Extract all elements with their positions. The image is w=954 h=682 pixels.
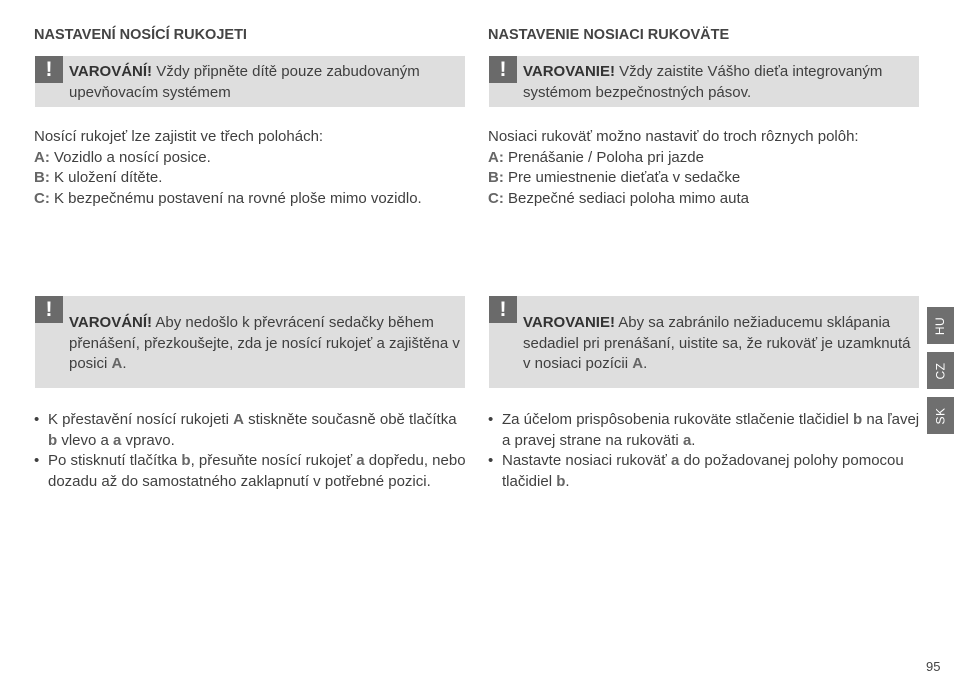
warning-text <box>523 313 917 375</box>
positions-intro: Nosiaci rukoväť možno nastaviť do troch rôznych polôh: <box>488 128 859 145</box>
positions-paragraph <box>488 127 920 209</box>
option-a <box>488 148 920 169</box>
warning-icon: ! <box>489 296 517 323</box>
option-text: Pre umiestnenie dieťaťa v sedačke <box>503 169 741 186</box>
warning-label: VAROVÁNÍ! <box>69 63 153 80</box>
warning-text <box>523 62 917 103</box>
warning-body: Aby sa zabránilo nežiaducemu sklápania sedadiel pri prenášaní, uistite sa, že rukoväť je uzamknutá v nosiaci pozícii <box>523 314 911 372</box>
option-letter: C: <box>488 189 504 207</box>
warning-icon: ! <box>35 56 63 83</box>
warning-body: Vždy připněte dítě pouze zabudovaným upevňovacím systémem <box>69 63 420 101</box>
warning-box-1 <box>35 56 465 107</box>
option-text: Prenášanie / Poloha pri jazde <box>503 148 704 166</box>
option-a <box>34 148 466 169</box>
warning-box-1 <box>489 56 919 107</box>
warning-text <box>69 62 463 103</box>
tab-hu[interactable]: HU <box>927 307 954 344</box>
option-letter: A: <box>34 148 50 166</box>
option-text: Bezpečné sediaci poloha mimo auta <box>503 189 749 207</box>
option-text: Vozidlo a nosící posice. <box>49 148 211 166</box>
option-letter: B: <box>34 169 50 186</box>
instruction-list <box>34 410 466 492</box>
option-c <box>34 189 466 210</box>
instruction-list <box>488 410 920 492</box>
option-letter: C: <box>34 189 50 207</box>
list-item: • Po stisknutí tlačítka b, přesuňte nosící rukojeť a dopředu, nebo dozadu až do samostatného zaklapnutí v potřebné pozici. <box>34 452 466 490</box>
option-letter: B: <box>488 169 504 186</box>
warning-body: Aby nedošlo k převrácení sedačky během přenášení, přezkoušejte, zda je nosící rukojeť a zajištěna v posici <box>69 314 460 372</box>
warning-end: . <box>122 355 127 372</box>
page-number: 95 <box>926 659 941 674</box>
list-item: • Nastavte nosiaci rukoväť a do požadovanej polohy pomocou tlačidiel b. <box>488 452 904 490</box>
tab-cz[interactable]: CZ <box>927 352 954 389</box>
option-b <box>488 168 920 189</box>
warning-label: VAROVANIE! <box>523 314 615 331</box>
warning-icon: ! <box>489 56 517 83</box>
positions-paragraph <box>34 127 466 209</box>
option-text: K uložení dítěte. <box>49 169 163 186</box>
warning-label: VAROVÁNÍ! <box>69 314 153 331</box>
warning-box-2 <box>35 296 465 388</box>
warning-icon: ! <box>35 296 63 323</box>
section-heading-sk: NASTAVENIE NOSIACI RUKOVÄTE <box>488 27 730 43</box>
warning-label: VAROVANIE! <box>523 63 615 80</box>
positions-intro: Nosící rukojeť lze zajistit ve třech polohách: <box>34 128 324 145</box>
warning-box-2 <box>489 296 919 388</box>
tab-sk[interactable]: SK <box>927 397 954 434</box>
warning-body: Vždy zaistite Vášho dieťa integrovaným systémom bezpečnostných pásov. <box>523 63 883 101</box>
warning-text <box>69 313 463 375</box>
warning-emphasis: A <box>632 355 644 372</box>
list-item: • K přestavění nosící rukojeti A stiskněte současně obě tlačítka b vlevo a a vpravo. <box>34 411 457 449</box>
warning-end: . <box>643 355 648 372</box>
option-c <box>488 189 920 210</box>
option-b <box>34 168 466 189</box>
warning-emphasis: A <box>111 355 123 372</box>
option-text: K bezpečnému postavení na rovné ploše mimo vozidlo. <box>49 189 422 207</box>
option-letter: A: <box>488 148 504 166</box>
section-heading-cz: NASTAVENÍ NOSÍCÍ RUKOJETI <box>34 27 247 43</box>
list-item: • Za účelom prispôsobenia rukoväte stlačenie tlačidiel b na ľavej a pravej strane na rukoväti a. <box>488 411 920 449</box>
